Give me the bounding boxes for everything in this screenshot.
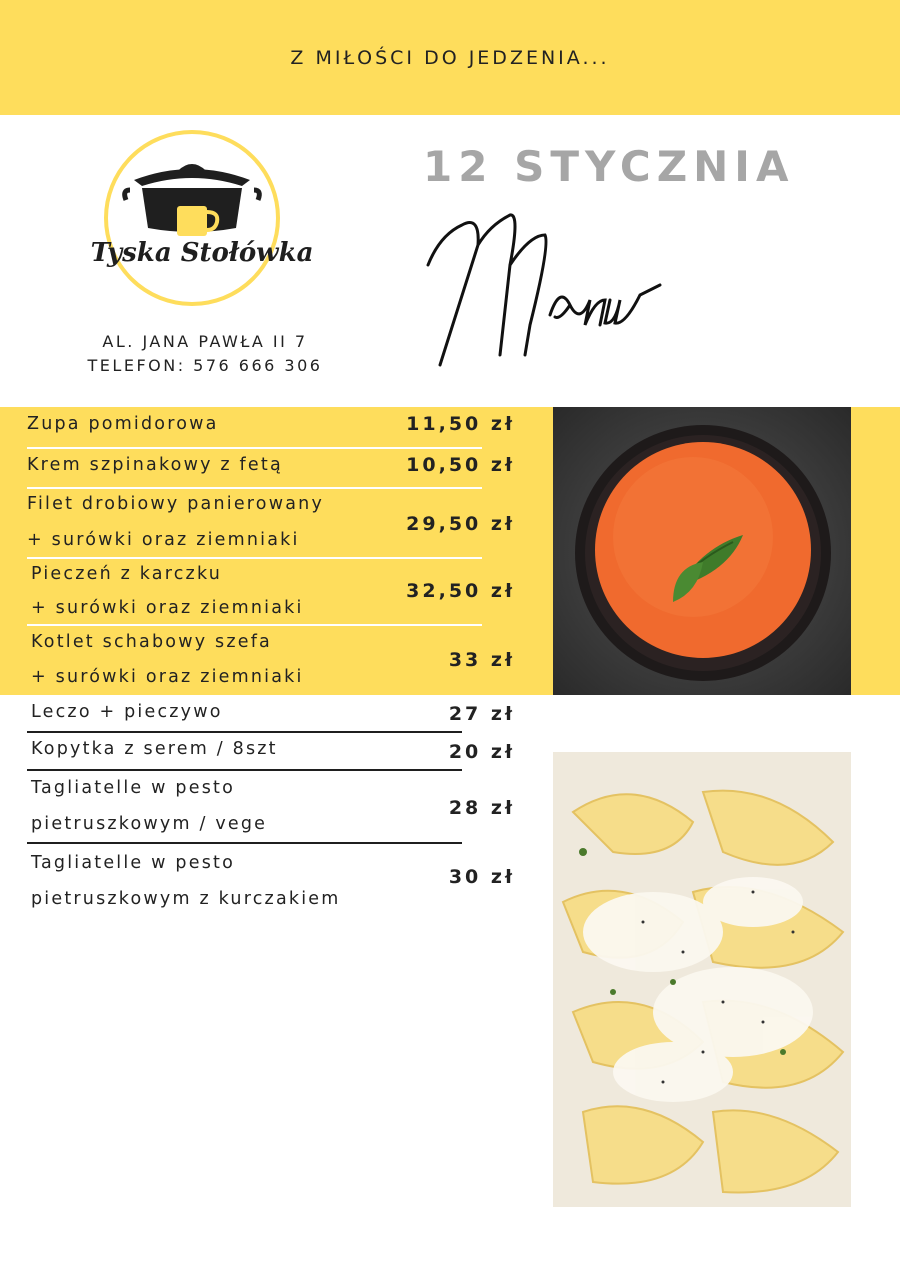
list-item-sub: + surówki oraz ziemniaki bbox=[31, 598, 304, 618]
list-item: Kopytka z serem / 8szt bbox=[31, 739, 278, 759]
pot-logo-icon bbox=[82, 128, 322, 313]
logo bbox=[82, 128, 322, 313]
item-price: 28 zł bbox=[448, 797, 515, 819]
list-item: Zupa pomidorowa bbox=[27, 414, 219, 434]
header-band bbox=[0, 0, 900, 115]
item-price: 30 zł bbox=[448, 866, 515, 888]
logo-text: Tyska Stołówka bbox=[90, 238, 314, 268]
list-item-sub: pietruszkowym z kurczakiem bbox=[31, 889, 341, 909]
separator bbox=[27, 447, 482, 449]
list-item-sub: + surówki oraz ziemniaki bbox=[27, 530, 300, 550]
separator bbox=[27, 842, 462, 844]
menu-word: Menu bbox=[410, 190, 454, 209]
address: AL. JANA PAWŁA II 7 bbox=[102, 332, 308, 351]
list-item: Leczo + pieczywo bbox=[31, 702, 223, 722]
phone: TELEFON: 576 666 306 bbox=[87, 356, 323, 375]
date-heading: 12 STYCZNIA bbox=[423, 142, 795, 191]
list-item: Tagliatelle w pesto bbox=[31, 778, 235, 798]
list-item: Kotlet schabowy szefa bbox=[31, 632, 272, 652]
separator bbox=[27, 769, 462, 771]
item-price: 10,50 zł bbox=[406, 454, 515, 476]
tagliatelle-photo bbox=[553, 752, 851, 1207]
item-price: 29,50 zł bbox=[406, 513, 515, 535]
item-price: 32,50 zł bbox=[406, 580, 515, 602]
menu-script-title bbox=[410, 190, 680, 375]
item-price: 20 zł bbox=[448, 741, 515, 763]
separator bbox=[27, 624, 482, 626]
item-price: 27 zł bbox=[448, 703, 515, 725]
separator bbox=[27, 557, 482, 559]
list-item: Filet drobiowy panierowany bbox=[27, 494, 324, 514]
list-item-sub: + surówki oraz ziemniaki bbox=[31, 667, 304, 687]
tagline: Z MIŁOŚCI DO JEDZENIA... bbox=[290, 46, 610, 69]
item-price: 11,50 zł bbox=[406, 413, 515, 435]
list-item: Pieczeń z karczku bbox=[31, 564, 223, 584]
separator bbox=[27, 487, 482, 489]
list-item: Tagliatelle w pesto bbox=[31, 853, 235, 873]
tomato-soup-photo bbox=[553, 407, 851, 695]
item-price: 33 zł bbox=[448, 649, 515, 671]
separator bbox=[27, 731, 462, 733]
list-item: Krem szpinakowy z fetą bbox=[27, 455, 283, 475]
list-item-sub: pietruszkowym / vege bbox=[31, 814, 268, 834]
